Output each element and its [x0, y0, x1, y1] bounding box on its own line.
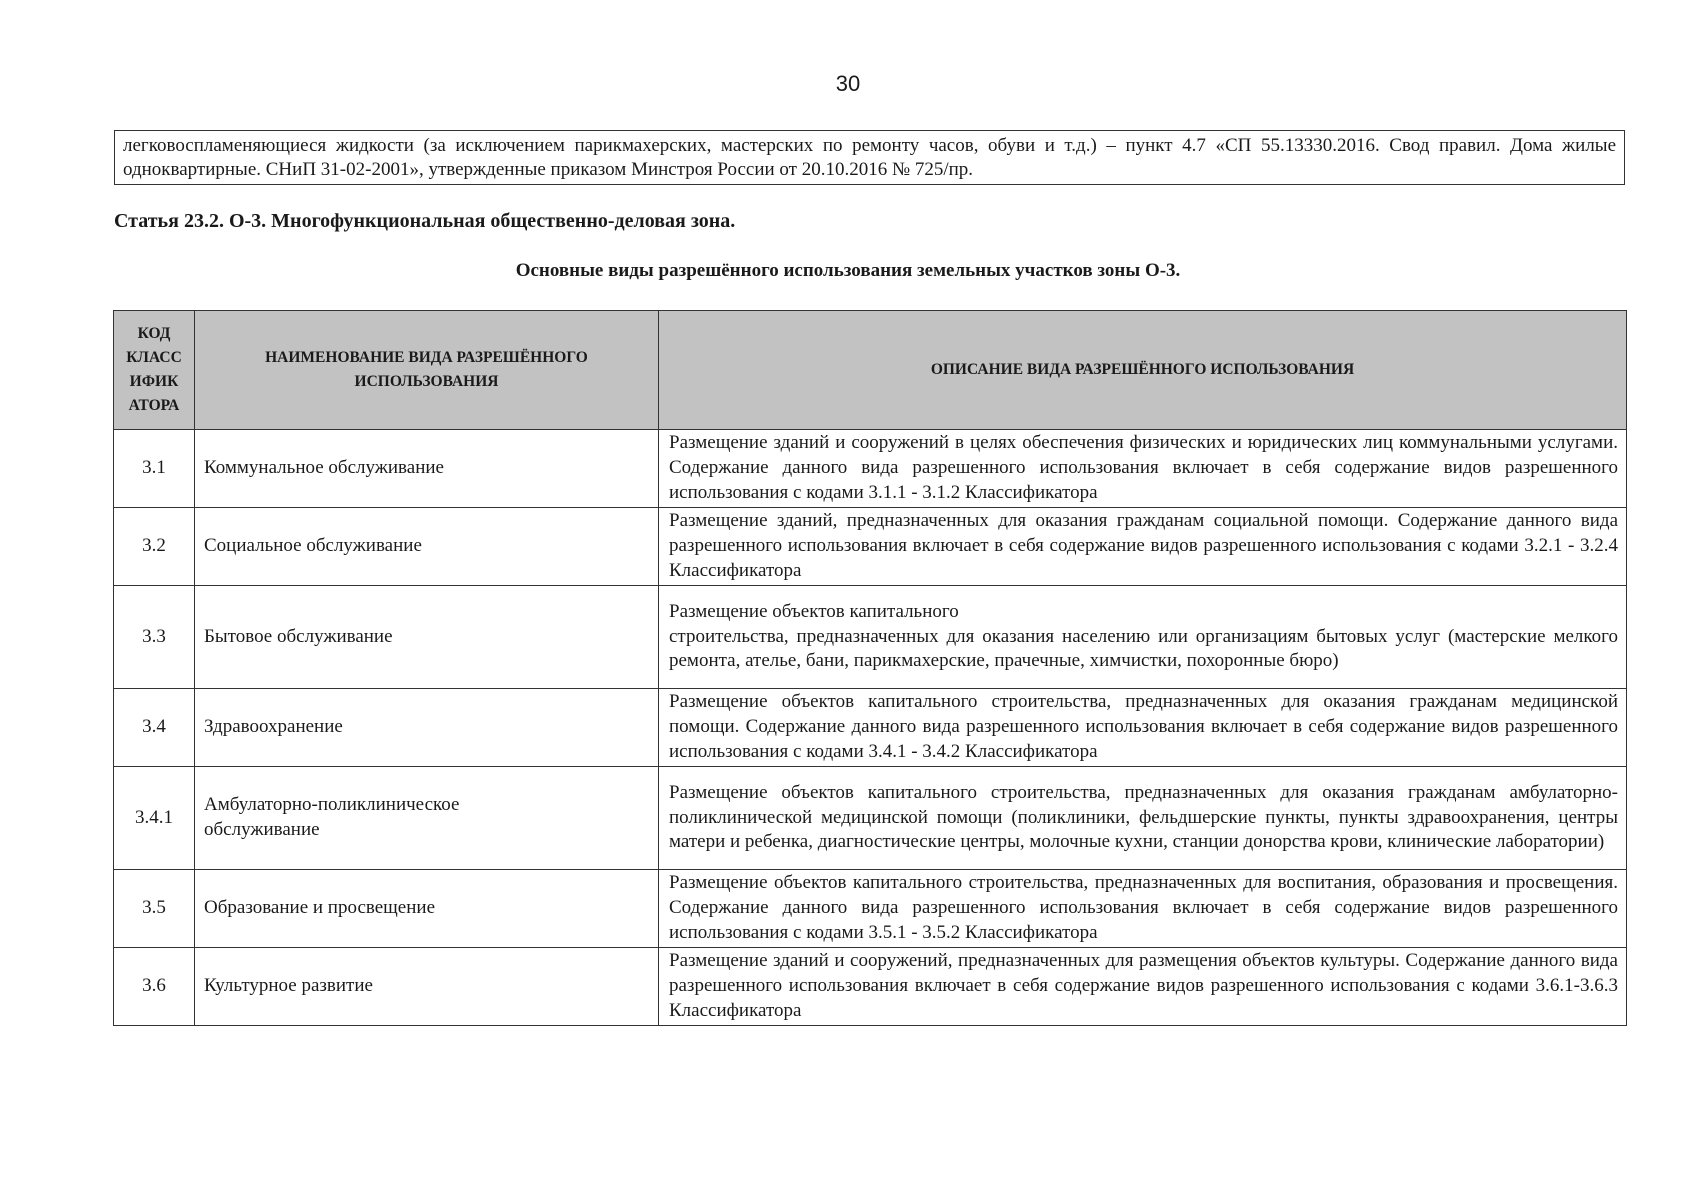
row-description-first-line: Размещение объектов капитального [669, 600, 959, 622]
table-row [114, 767, 1627, 870]
row-code: 3.1 [114, 430, 195, 508]
row-code: 3.6 [114, 948, 195, 1026]
row-description: Размещение зданий и сооружений, предназначенных для размещения объектов культуры. Содержание данного вида разрешенного использования включает в себя содержание видов разрешенного использования с кодами 3.6.1-3.6.3 Классификатора [659, 948, 1627, 1026]
page-number: 30 [835, 71, 861, 96]
row-description: Размещение объектов капитального строительства, предназначенных для оказания гражданам медицинской помощи. Содержание данного вида разрешенного использования включает в себя содержание видов разрешенного использования с кодами 3.4.1 - 3.4.2 Классификатора [659, 689, 1627, 767]
permitted-use-table [113, 310, 1627, 1026]
row-name: Образование и просвещение [195, 870, 659, 948]
row-name: Культурное развитие [195, 948, 659, 1026]
row-description: Размещение зданий и сооружений в целях обеспечения физических и юридических лиц коммунальными услугами. Содержание данного вида разрешенного использования включает в себя содержание видов разрешенного использования с кодами 3.1.1 - 3.1.2 Классификатора [659, 430, 1627, 508]
table-row [114, 948, 1627, 1026]
continuation-text-box: легковоспламеняющиеся жидкости (за исключением парикмахерских, мастерских по ремонту часов, обуви и т.д.) – пункт 4.7 «СП 55.13330.2016. Свод правил. Дома жилые одноквартирные. СНиП 31-02-2001», утвержденные приказом Минстроя России от 20.10.2016 № 725/пр. [114, 130, 1625, 185]
table-row [114, 508, 1627, 586]
row-description: Размещение зданий, предназначенных для оказания гражданам социальной помощи. Содержание данного вида разрешенного использования включает в себя содержание видов разрешенного использования с кодами 3.2.1 - 3.2.4 Классификатора [659, 508, 1627, 586]
row-name: Социальное обслуживание [195, 508, 659, 586]
row-description: Размещение объектов капитального строительства, предназначенных для воспитания, образования и просвещения. Содержание данного вида разрешенного использования включает в себя содержание видов разрешенного использования с кодами 3.5.1 - 3.5.2 Классификатора [659, 870, 1627, 948]
article-title: Статья 23.2. О-3. Многофункциональная общественно-деловая зона. [114, 210, 736, 232]
row-code: 3.4.1 [114, 767, 195, 870]
row-description [659, 586, 1627, 689]
table-header-row [114, 311, 1627, 430]
header-name: НАИМЕНОВАНИЕ ВИДА РАЗРЕШЁННОГО ИСПОЛЬЗОВАНИЯ [195, 311, 659, 430]
row-code: 3.2 [114, 508, 195, 586]
row-code: 3.4 [114, 689, 195, 767]
row-code: 3.3 [114, 586, 195, 689]
table-row [114, 870, 1627, 948]
row-code: 3.5 [114, 870, 195, 948]
table-caption: Основные виды разрешённого использования земельных участков зоны О-3. [515, 260, 1181, 281]
row-description: Размещение объектов капитального строительства, предназначенных для оказания гражданам амбулаторно-поликлинической медицинской помощи (поликлиники, фельдшерские пункты, пункты здравоохранения, центры матери и ребенка, диагностические центры, молочные кухни, станции донорства крови, клинические лаборатории) [659, 767, 1627, 870]
row-name: Здравоохранение [195, 689, 659, 767]
table-row [114, 586, 1627, 689]
table-row [114, 430, 1627, 508]
table-row [114, 689, 1627, 767]
header-code: КОД КЛАСС ИФИК АТОРА [114, 311, 195, 430]
row-name: Бытовое обслуживание [195, 586, 659, 689]
row-name: Амбулаторно-поликлиническое обслуживание [195, 767, 659, 870]
row-name: Коммунальное обслуживание [195, 430, 659, 508]
row-description-rest: строительства, предназначенных для оказания населению или организациям бытовых услуг (мастерские мелкого ремонта, ателье, бани, парикмахерские, прачечные, химчистки, похоронные бюро) [669, 625, 1618, 672]
header-description: ОПИСАНИЕ ВИДА РАЗРЕШЁННОГО ИСПОЛЬЗОВАНИЯ [659, 311, 1627, 430]
